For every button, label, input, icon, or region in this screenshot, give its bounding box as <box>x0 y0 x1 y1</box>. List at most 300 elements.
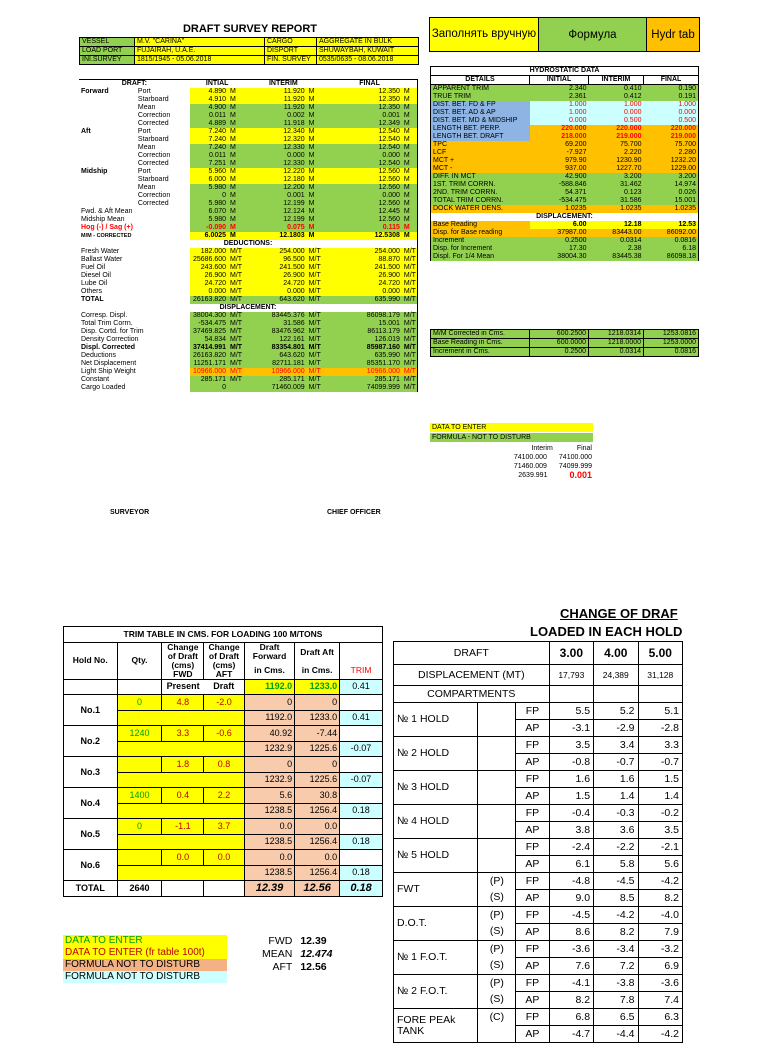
mm-value: 1218.0314 <box>589 330 644 339</box>
displacement-value: 10966.000 <box>245 368 307 376</box>
draft-unit: M <box>228 112 245 120</box>
deduction-unit: M/T <box>308 248 321 255</box>
change-ap-label: AP <box>516 754 549 771</box>
change-fp-value: -0.4 <box>549 805 593 822</box>
displacement-row <box>79 384 418 392</box>
draft-value: 12.349 <box>322 120 402 128</box>
displacement-unit: M/T <box>228 352 245 360</box>
trim-cell <box>117 865 244 881</box>
draft-row <box>79 96 418 104</box>
draft-unit: M <box>402 192 418 200</box>
hydro-label: LENGTH BET. DRAFT <box>431 133 530 141</box>
trim-header <box>340 642 383 662</box>
draft-row <box>79 216 418 224</box>
draft-unit: M <box>402 88 418 96</box>
deduction-unit: M/T <box>228 288 245 296</box>
trim-header: Hold No. <box>64 642 118 679</box>
deduction-value: 254.000 <box>322 248 402 256</box>
hydro-disp-value: 2.38 <box>589 245 644 253</box>
draft-value: 11.918 <box>245 120 307 128</box>
draft-row-sub: Port <box>137 88 151 95</box>
hydro-disp-row <box>431 221 699 229</box>
change-ap-value: 8.6 <box>549 924 593 941</box>
deduction-value: 0.000 <box>322 288 402 296</box>
change-fp-value: -4.0 <box>638 907 683 924</box>
change-ap-label: AP <box>516 788 549 805</box>
hydro-disp-value: 83443.00 <box>589 229 644 237</box>
draft-row <box>79 160 418 168</box>
trim-hold-name: No.5 <box>64 819 118 850</box>
summary-mean-label: MEAN <box>262 948 293 960</box>
displacement-row <box>79 368 418 376</box>
displacement-row <box>79 352 418 360</box>
hydro-row <box>431 181 699 189</box>
draft-unit: M <box>307 128 323 136</box>
hydro-disp-title-row <box>431 213 699 221</box>
hydro-label: MCT - <box>431 165 530 173</box>
trim-present-label: Draft <box>204 679 245 695</box>
displacement-value: 0 <box>190 384 228 392</box>
hydro-disp-row <box>431 245 699 253</box>
hydro-disp-row <box>431 229 699 237</box>
hydro-header: FINAL <box>644 76 699 85</box>
trim-hold-delta-fwd: 5.6 <box>244 788 294 804</box>
change-item-side <box>478 771 516 788</box>
trim-hold-qty: 0 <box>117 819 162 835</box>
change-fp-value: -4.5 <box>549 907 593 924</box>
trim-header: Qty. <box>117 642 162 679</box>
change-item-side <box>478 703 516 720</box>
deduction-row <box>79 248 418 256</box>
draft-unit: M <box>228 176 245 184</box>
draft-value: 0.000 <box>322 152 402 160</box>
change-item-side: (C) <box>478 1009 516 1026</box>
info-row <box>80 47 419 56</box>
draft-unit: M <box>307 96 323 104</box>
draft-value: 12.200 <box>245 184 307 192</box>
trim-total-fwd: 12.39 <box>244 881 294 897</box>
draft-value: 0.011 <box>190 112 228 120</box>
change-ap-value: -4.2 <box>638 1026 683 1043</box>
hydro-disp-value: 17.30 <box>530 245 589 253</box>
hydro-value: 1.0235 <box>589 205 644 213</box>
draft-unit: M <box>307 216 323 224</box>
hydro-value: 219.000 <box>589 133 644 141</box>
hydro-disp-value: 0.2500 <box>530 237 589 245</box>
trim-header: in Cms. <box>295 662 340 679</box>
deduction-row <box>79 264 418 272</box>
hydro-header: INTERIM <box>589 76 644 85</box>
displacement-row <box>79 320 418 328</box>
draft-value: 12.5308 <box>322 232 402 240</box>
change-disp-label: DISPLACEMENT (MT) <box>394 665 550 686</box>
draft-unit: M <box>402 120 418 128</box>
chief-officer-label: CHIEF OFFICER <box>327 509 381 516</box>
deduction-row <box>79 288 418 296</box>
trim-title: TRIM TABLE IN CMS. FOR LOADING 100 M/TONS <box>64 627 383 643</box>
displacement-unit: M/T <box>403 344 416 351</box>
deduction-unit: M/T <box>403 296 416 303</box>
displacement-label: Total Trim Corrn. <box>81 320 133 327</box>
change-item-name: № 1 F.O.T. <box>394 941 478 975</box>
draft-value: 12.560 <box>322 168 402 176</box>
summary-aft-label: AFT <box>272 961 293 973</box>
change-item-name: FORE PEAk TANK <box>394 1009 478 1043</box>
hydrostatic-table <box>430 66 699 261</box>
trim-hold-name: No.2 <box>64 726 118 757</box>
displacement-unit: M/T <box>403 328 416 335</box>
hydro-disp-title: DISPLACEMENT: <box>431 213 699 221</box>
info-value: AGGREGATE IN BULK <box>317 38 419 47</box>
draft-value: 6.0025 <box>190 232 228 240</box>
hydro-row <box>431 93 699 101</box>
draft-value: 7.240 <box>190 144 228 152</box>
change-draft-value: 4.00 <box>594 642 638 665</box>
draft-unit: M <box>307 176 323 184</box>
deduction-unit: M/T <box>308 256 321 263</box>
hydro-value: 31.462 <box>589 181 644 189</box>
deduction-value: 88.870 <box>322 256 402 264</box>
trim-hold-name: No.4 <box>64 788 118 819</box>
draft-unit: M <box>307 184 323 192</box>
draft-value: 12.180 <box>245 176 307 184</box>
trim-present-fwd: 1192.0 <box>244 679 294 695</box>
legend-manual: Заполнять вручную <box>429 17 539 52</box>
hydro-value: 75.700 <box>589 141 644 149</box>
draft-row-sub: Mean <box>137 184 156 191</box>
trim-cell <box>340 819 383 835</box>
draft-value: 11.920 <box>245 88 307 96</box>
hydro-value: 0.123 <box>589 189 644 197</box>
deduction-value: 241.500 <box>322 264 402 272</box>
hydro-header-row <box>431 76 699 85</box>
deduction-value: 96.500 <box>245 256 307 264</box>
hydro-value: 220.000 <box>589 125 644 133</box>
draft-row <box>79 184 418 192</box>
trim-total-aft: 12.56 <box>295 881 340 897</box>
draft-value: 12.560 <box>322 176 402 184</box>
draft-unit: M <box>228 144 245 152</box>
change-item-row <box>394 907 683 924</box>
hydro-disp-row <box>431 237 699 245</box>
info-label: LOAD PORT <box>80 47 135 56</box>
mini-calc-r3b: 0.001 <box>569 470 592 480</box>
trim-cell <box>64 679 118 695</box>
change-ap-value: -2.9 <box>594 720 638 737</box>
displacement-unit: M/T <box>403 320 416 327</box>
bottom-legend <box>63 935 227 983</box>
draft-value: 12.350 <box>322 96 402 104</box>
displacement-value: 122.161 <box>245 336 307 344</box>
change-item-side: (S) <box>478 924 516 941</box>
deduction-unit: M/T <box>228 280 245 288</box>
hydro-value: 2.361 <box>530 93 589 101</box>
change-item-side <box>478 839 516 856</box>
vessel-info-table <box>79 37 419 65</box>
deduction-value: 24.720 <box>322 280 402 288</box>
draft-row-sub: Correction <box>137 152 171 159</box>
hydro-header: INITIAL <box>530 76 589 85</box>
draft-row <box>79 208 418 216</box>
change-ap-label: AP <box>516 924 549 941</box>
displacement-value: 86098.179 <box>322 312 402 320</box>
draft-unit: M <box>228 200 245 208</box>
hydro-value: 1.000 <box>644 101 699 109</box>
draft-value: 4.890 <box>190 88 228 96</box>
displacement-unit: M/T <box>403 352 416 359</box>
displacement-value: 26163.820 <box>190 352 228 360</box>
change-ap-value: 7.6 <box>549 958 593 975</box>
hydro-disp-value: 37987.00 <box>530 229 589 237</box>
change-item-side: (P) <box>478 975 516 992</box>
draft-unit: M <box>402 216 418 224</box>
deduction-unit: M/T <box>308 280 321 287</box>
change-fp-value: -4.8 <box>549 873 593 890</box>
draft-row-label <box>79 136 136 144</box>
draft-value: 0.000 <box>322 192 402 200</box>
hydro-disp-value: 12.18 <box>589 221 644 229</box>
hydro-disp-label: Disp. for Increment <box>431 245 530 253</box>
summary-fwd: 12.39 <box>300 935 327 947</box>
hydro-value: 0.500 <box>589 117 644 125</box>
hydro-row <box>431 189 699 197</box>
deduction-unit: M/T <box>403 256 416 263</box>
summary-aft: 12.56 <box>300 961 327 973</box>
deduction-row <box>79 296 418 304</box>
hydro-value: 1229.00 <box>644 165 699 173</box>
change-fp-value: -3.8 <box>594 975 638 992</box>
change-item-name: FWT <box>394 873 478 907</box>
change-fp-value: 6.5 <box>594 1009 638 1026</box>
draft-unit: M <box>228 136 245 144</box>
draft-row-label <box>79 192 136 200</box>
trim-hold-name: No.6 <box>64 850 118 881</box>
displacement-unit: M/T <box>228 312 245 320</box>
deduction-unit: M/T <box>308 296 321 303</box>
change-cell <box>549 686 593 703</box>
displacement-unit: M/T <box>308 328 321 335</box>
displacement-value: 285.171 <box>322 376 402 384</box>
info-label: DISPORT <box>265 47 317 56</box>
change-disp-value: 31,128 <box>638 665 683 686</box>
draft-value: 12.1803 <box>245 232 307 240</box>
draft-value: 5.980 <box>190 184 228 192</box>
change-fp-value: 5.5 <box>549 703 593 720</box>
deduction-value: 0.000 <box>190 288 228 296</box>
change-item-side: (P) <box>478 873 516 890</box>
hydro-value: 2.280 <box>644 149 699 157</box>
hydro-label: DIFF. IN MCT <box>431 173 530 181</box>
trim-title-row <box>64 627 383 643</box>
trim-header: TRIM <box>340 662 383 679</box>
draft-unit: M <box>402 112 418 120</box>
change-ap-value: 1.4 <box>594 788 638 805</box>
draft-row-label <box>79 200 136 208</box>
displacement-value: 10966.000 <box>190 368 228 376</box>
change-ap-value: -2.8 <box>638 720 683 737</box>
change-item-name: № 2 F.O.T. <box>394 975 478 1009</box>
draft-value: 12.540 <box>322 128 402 136</box>
displacement-value: 71460.009 <box>245 384 307 392</box>
deduction-unit: M/T <box>308 264 321 271</box>
hydro-disp-value: 0.0314 <box>589 237 644 245</box>
displacement-row <box>79 328 418 336</box>
draft-value: 12.540 <box>322 144 402 152</box>
mini-calc-h1: Interim <box>531 445 553 452</box>
hydro-label: TPC <box>431 141 530 149</box>
deduction-unit: M/T <box>228 256 245 264</box>
trim-cell <box>117 834 244 850</box>
draft-unit: M <box>228 232 245 240</box>
draft-row-label <box>79 176 136 184</box>
trim-hold-qty <box>117 757 162 773</box>
change-title-2: LOADED IN EACH HOLD <box>530 624 683 639</box>
change-item-side <box>478 720 516 737</box>
trim-hold-delta-fwd: 0.0 <box>244 819 294 835</box>
change-item-row <box>394 703 683 720</box>
draft-value: 6.000 <box>190 176 228 184</box>
trim-hold-delta-aft: 0 <box>295 757 340 773</box>
displacement-value: 643.620 <box>245 352 307 360</box>
draft-value: 0.000 <box>245 152 307 160</box>
trim-hold-name: No.1 <box>64 695 118 726</box>
change-fp-value: -4.2 <box>594 907 638 924</box>
deduction-unit: M/T <box>308 272 321 279</box>
trim-hold-qty: 1240 <box>117 726 162 742</box>
trim-hold-aft: 3.7 <box>204 819 245 835</box>
deduction-value: 24.720 <box>190 280 228 288</box>
draft-unit: M <box>402 176 418 184</box>
change-item-side: (P) <box>478 907 516 924</box>
deduction-unit: M/T <box>228 296 245 304</box>
displacement-label: Deductions <box>81 352 117 359</box>
change-ap-label: AP <box>516 1026 549 1043</box>
draft-value: 12.199 <box>245 216 307 224</box>
deduction-unit: M/T <box>228 264 245 272</box>
deduction-unit: M/T <box>403 248 416 255</box>
draft-row-sub: Port <box>137 128 151 135</box>
hydro-value: 0.026 <box>644 189 699 197</box>
change-item-row <box>394 839 683 856</box>
hydro-label: LCF <box>431 149 530 157</box>
hydro-row <box>431 141 699 149</box>
draft-row-sub: Corrected <box>137 200 169 207</box>
draft-unit: M <box>228 168 245 176</box>
draft-unit: M <box>402 168 418 176</box>
draft-header-row <box>79 80 418 89</box>
hydro-value: -7.927 <box>530 149 589 157</box>
mm-row <box>431 339 699 348</box>
trim-cell <box>117 741 244 757</box>
displacement-value: 54.834 <box>190 336 228 344</box>
change-fp-value: 5.1 <box>638 703 683 720</box>
change-ap-value: -4.4 <box>594 1026 638 1043</box>
draft-unit: M <box>228 224 245 232</box>
trim-hold-aft: 0.8 <box>204 757 245 773</box>
change-item-row <box>394 771 683 788</box>
displacement-value: 126.019 <box>322 336 402 344</box>
hydro-label: TRUE TRIM <box>431 93 530 101</box>
hydro-value: 0.500 <box>644 117 699 125</box>
summary-mean: 12.474 <box>300 948 333 960</box>
change-cell <box>638 686 683 703</box>
draft-row <box>79 144 418 152</box>
trim-hold-draft-aft: 1256.4 <box>295 803 340 819</box>
legend-formula: Формула <box>538 17 647 52</box>
draft-row-label: M/M - CORRECTED <box>81 233 132 239</box>
displacement-unit <box>228 384 245 392</box>
draft-unit: M <box>402 224 418 232</box>
trim-hold-draft-fwd: 1232.9 <box>244 741 294 757</box>
displacement-unit: M/T <box>403 384 416 391</box>
change-fp-value: -3.6 <box>638 975 683 992</box>
trim-hold-qty <box>117 850 162 866</box>
mini-calc-r3a: 2639.991 <box>518 472 548 479</box>
draft-row-label: Fwd. & Aft Mean <box>81 208 133 215</box>
displacement-label: Displ. Corrected <box>81 344 136 351</box>
displacement-unit: M/T <box>308 320 321 327</box>
draft-table <box>79 79 418 392</box>
deduction-value: 26.900 <box>322 272 402 280</box>
displacement-unit: M/T <box>228 328 245 336</box>
draft-row-sub <box>136 216 190 224</box>
hydro-disp-label: Disp. for Base reading <box>431 229 530 237</box>
draft-row-sub: Port <box>137 168 151 175</box>
hydro-value: 0.191 <box>644 93 699 101</box>
change-fp-value: -2.2 <box>594 839 638 856</box>
displacement-unit: M/T <box>228 320 245 328</box>
draft-value: -0.090 <box>190 224 228 232</box>
trim-total-trim: 0.18 <box>340 881 383 897</box>
trim-hold-name: No.3 <box>64 757 118 788</box>
trim-hold-trim: 0.18 <box>340 834 383 850</box>
displacement-value: -534.475 <box>190 320 228 328</box>
deduction-label: Others <box>81 288 103 295</box>
draft-row <box>79 176 418 184</box>
trim-hold-draft-fwd: 1192.0 <box>244 710 294 726</box>
displacement-row <box>79 336 418 344</box>
draft-unit: M <box>307 104 323 112</box>
change-fp-label: FP <box>516 873 549 890</box>
mm-label: Increment in Cms. <box>431 348 530 357</box>
trim-hold-delta-fwd: 0 <box>244 695 294 711</box>
change-ap-value: 8.2 <box>549 992 593 1009</box>
deduction-value: 243.600 <box>190 264 228 272</box>
deduction-row <box>79 256 418 264</box>
trim-hold-fwd: 0.4 <box>162 788 204 804</box>
trim-hold-delta-aft: 30.8 <box>295 788 340 804</box>
change-fp-value: 6.8 <box>549 1009 593 1026</box>
hydro-label: APPARENT TRIM <box>431 85 530 94</box>
deduction-unit: M/T <box>228 272 245 280</box>
trim-cell <box>117 803 244 819</box>
trim-cell <box>117 710 244 726</box>
change-ap-value: 7.4 <box>638 992 683 1009</box>
deduction-label: Diesel Oil <box>81 272 111 279</box>
draft-row-label <box>79 120 136 128</box>
deduction-value: 26.900 <box>190 272 228 280</box>
mini-calc-h2: Final <box>576 445 592 452</box>
trim-header: Change of Draft (cms) AFT <box>204 642 245 679</box>
change-fp-value: 6.3 <box>638 1009 683 1026</box>
trim-cell <box>340 850 383 866</box>
mm-label: M/M Corrected in Cms. <box>431 330 530 339</box>
change-draft-label: DRAFT <box>394 642 550 665</box>
draft-value: 0 <box>190 192 228 200</box>
hydro-value: 31.586 <box>589 197 644 205</box>
draft-row <box>79 112 418 120</box>
draft-row-label: Forward <box>81 88 109 95</box>
